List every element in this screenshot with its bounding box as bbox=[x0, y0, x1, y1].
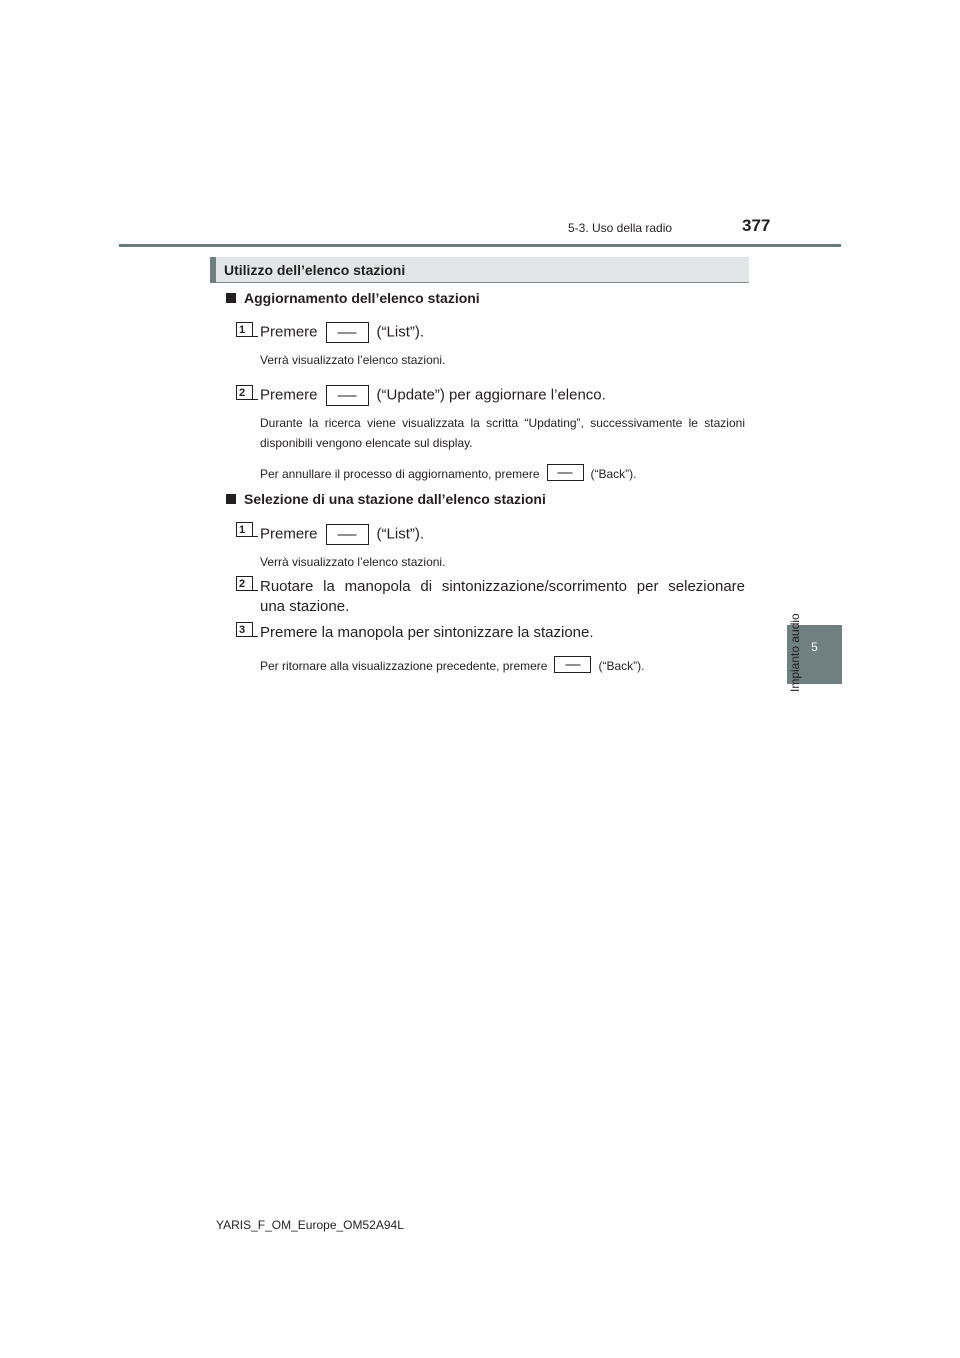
list-button-icon bbox=[326, 322, 369, 343]
subheading-update bbox=[226, 290, 480, 306]
step-update-1 bbox=[260, 322, 424, 343]
subheading-select bbox=[226, 491, 546, 507]
page-number: 377 bbox=[742, 216, 771, 235]
step-underline bbox=[236, 336, 258, 337]
step-select-2-line1: Ruotare la manopola di sintonizzazione/scorrimento per selezionare bbox=[260, 578, 745, 595]
back-button-icon bbox=[554, 656, 591, 673]
step-text: Premere bbox=[260, 323, 318, 341]
note-text-after: (“Back”). bbox=[590, 467, 637, 481]
chapter-label-text: Impianto audio bbox=[788, 613, 802, 692]
chapter-label bbox=[788, 613, 802, 782]
step-underline bbox=[236, 636, 258, 637]
step-note: Verrà visualizzato l’elenco stazioni. bbox=[260, 555, 446, 569]
step-note: Verrà visualizzato l’elenco stazioni. bbox=[260, 353, 446, 367]
step-number-box: 1 bbox=[236, 522, 253, 537]
note-text: Per ritornare alla visualizzazione precedente, premere bbox=[260, 659, 548, 673]
step-note-cancel bbox=[260, 464, 637, 481]
update-button-icon bbox=[326, 385, 369, 406]
section-title: Utilizzo dell’elenco stazioni bbox=[224, 262, 406, 278]
step-underline bbox=[236, 399, 258, 400]
chapter-number: 5 bbox=[811, 640, 818, 654]
step-note-updating: Durante la ricerca viene visualizzata la scritta “Updating”, successivamente le stazioni disponibili vengono elencate sul display. bbox=[260, 416, 745, 450]
step-text-after: (“Update”) per aggiornare l’elenco. bbox=[376, 386, 606, 404]
step-select-1 bbox=[260, 524, 424, 545]
subheading-select-text: Selezione di una stazione dall’elenco stazioni bbox=[244, 491, 546, 507]
step-number-box: 2 bbox=[236, 576, 253, 591]
step-underline bbox=[236, 590, 258, 591]
step-underline bbox=[236, 536, 258, 537]
square-bullet-icon bbox=[226, 293, 236, 303]
step-number-box: 1 bbox=[236, 322, 253, 337]
step-number-box: 3 bbox=[236, 622, 253, 637]
step-text-after: (“List”). bbox=[376, 525, 425, 543]
step-text: Premere bbox=[260, 525, 318, 543]
back-button-icon bbox=[547, 464, 584, 481]
step-select-2-line2: una stazione. bbox=[260, 598, 350, 615]
header-section-title: 5-3. Uso della radio bbox=[568, 221, 673, 235]
step-note-back bbox=[260, 656, 644, 673]
subheading-update-text: Aggiornamento dell’elenco stazioni bbox=[244, 290, 480, 306]
square-bullet-icon bbox=[226, 494, 236, 504]
step-number-box: 2 bbox=[236, 385, 253, 400]
step-text: Premere bbox=[260, 386, 318, 404]
note-text-after: (“Back”). bbox=[598, 659, 645, 673]
step-text-after: (“List”). bbox=[376, 323, 425, 341]
footer-doc-code: YARIS_F_OM_Europe_OM52A94L bbox=[216, 1218, 404, 1232]
note-text: Per annullare il processo di aggiornamento, premere bbox=[260, 467, 540, 481]
section-heading-accent bbox=[210, 257, 216, 283]
step-update-2 bbox=[260, 385, 606, 406]
list-button-icon bbox=[326, 524, 369, 545]
header-rule bbox=[119, 244, 841, 247]
step-select-3: Premere la manopola per sintonizzare la stazione. bbox=[260, 624, 594, 641]
